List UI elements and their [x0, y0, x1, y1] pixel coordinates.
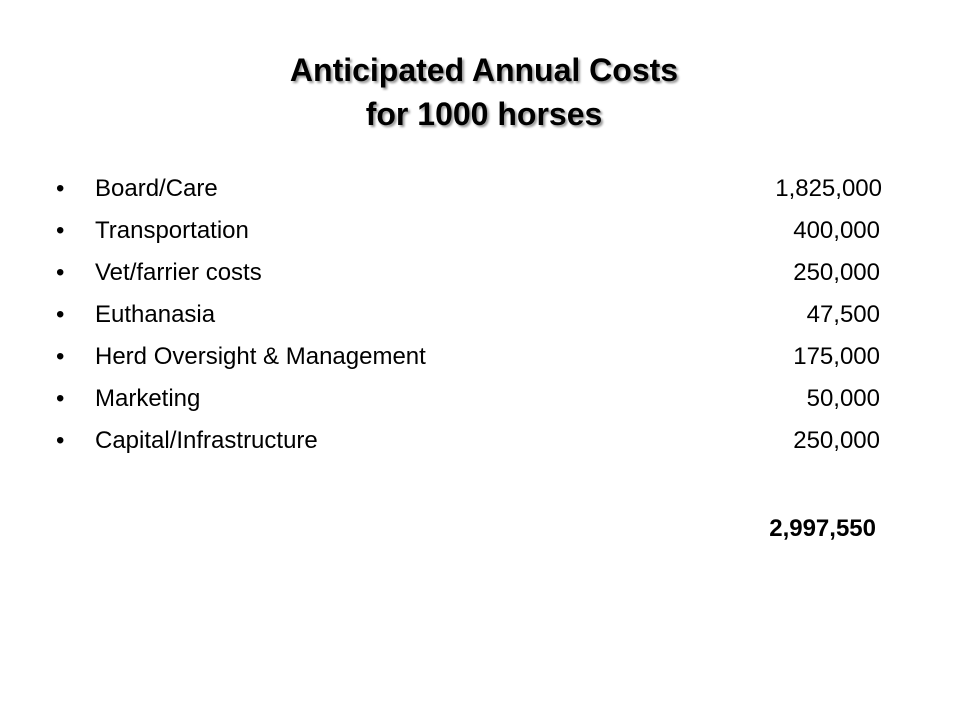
bullet-icon: •: [56, 259, 65, 286]
slide-title: [0, 48, 960, 136]
cost-value: 47,500: [806, 301, 880, 328]
cost-item-vet-farrier: [0, 252, 960, 294]
cost-item-board-care: [0, 168, 960, 210]
cost-item-transportation: [0, 210, 960, 252]
cost-value: 250,000: [793, 259, 880, 286]
bullet-icon: •: [56, 427, 65, 454]
cost-label: Euthanasia: [95, 301, 216, 328]
cost-item-herd-oversight: [0, 336, 960, 378]
total-value: 2,997,550: [769, 515, 876, 542]
cost-value: 175,000: [793, 343, 880, 370]
cost-item-marketing: [0, 378, 960, 420]
cost-label: Herd Oversight & Management: [95, 343, 426, 370]
cost-label: Transportation: [95, 217, 249, 244]
cost-label: Vet/farrier costs: [95, 259, 262, 286]
bullet-icon: •: [56, 343, 65, 370]
cost-value: 1,825,000: [775, 175, 882, 202]
bullet-icon: •: [56, 301, 65, 328]
title-line-2: for 1000 horses: [365, 96, 603, 132]
cost-item-capital-infrastructure: [0, 420, 960, 462]
bullet-icon: •: [56, 175, 65, 202]
cost-label: Capital/Infrastructure: [95, 427, 318, 454]
cost-list: [0, 168, 960, 462]
title-line-1: Anticipated Annual Costs: [289, 52, 679, 88]
cost-value: 250,000: [793, 427, 880, 454]
cost-item-euthanasia: [0, 294, 960, 336]
bullet-icon: •: [56, 385, 65, 412]
cost-label: Board/Care: [95, 175, 218, 202]
cost-value: 50,000: [806, 385, 880, 412]
cost-label: Marketing: [95, 385, 201, 412]
bullet-icon: •: [56, 217, 65, 244]
cost-value: 400,000: [793, 217, 880, 244]
